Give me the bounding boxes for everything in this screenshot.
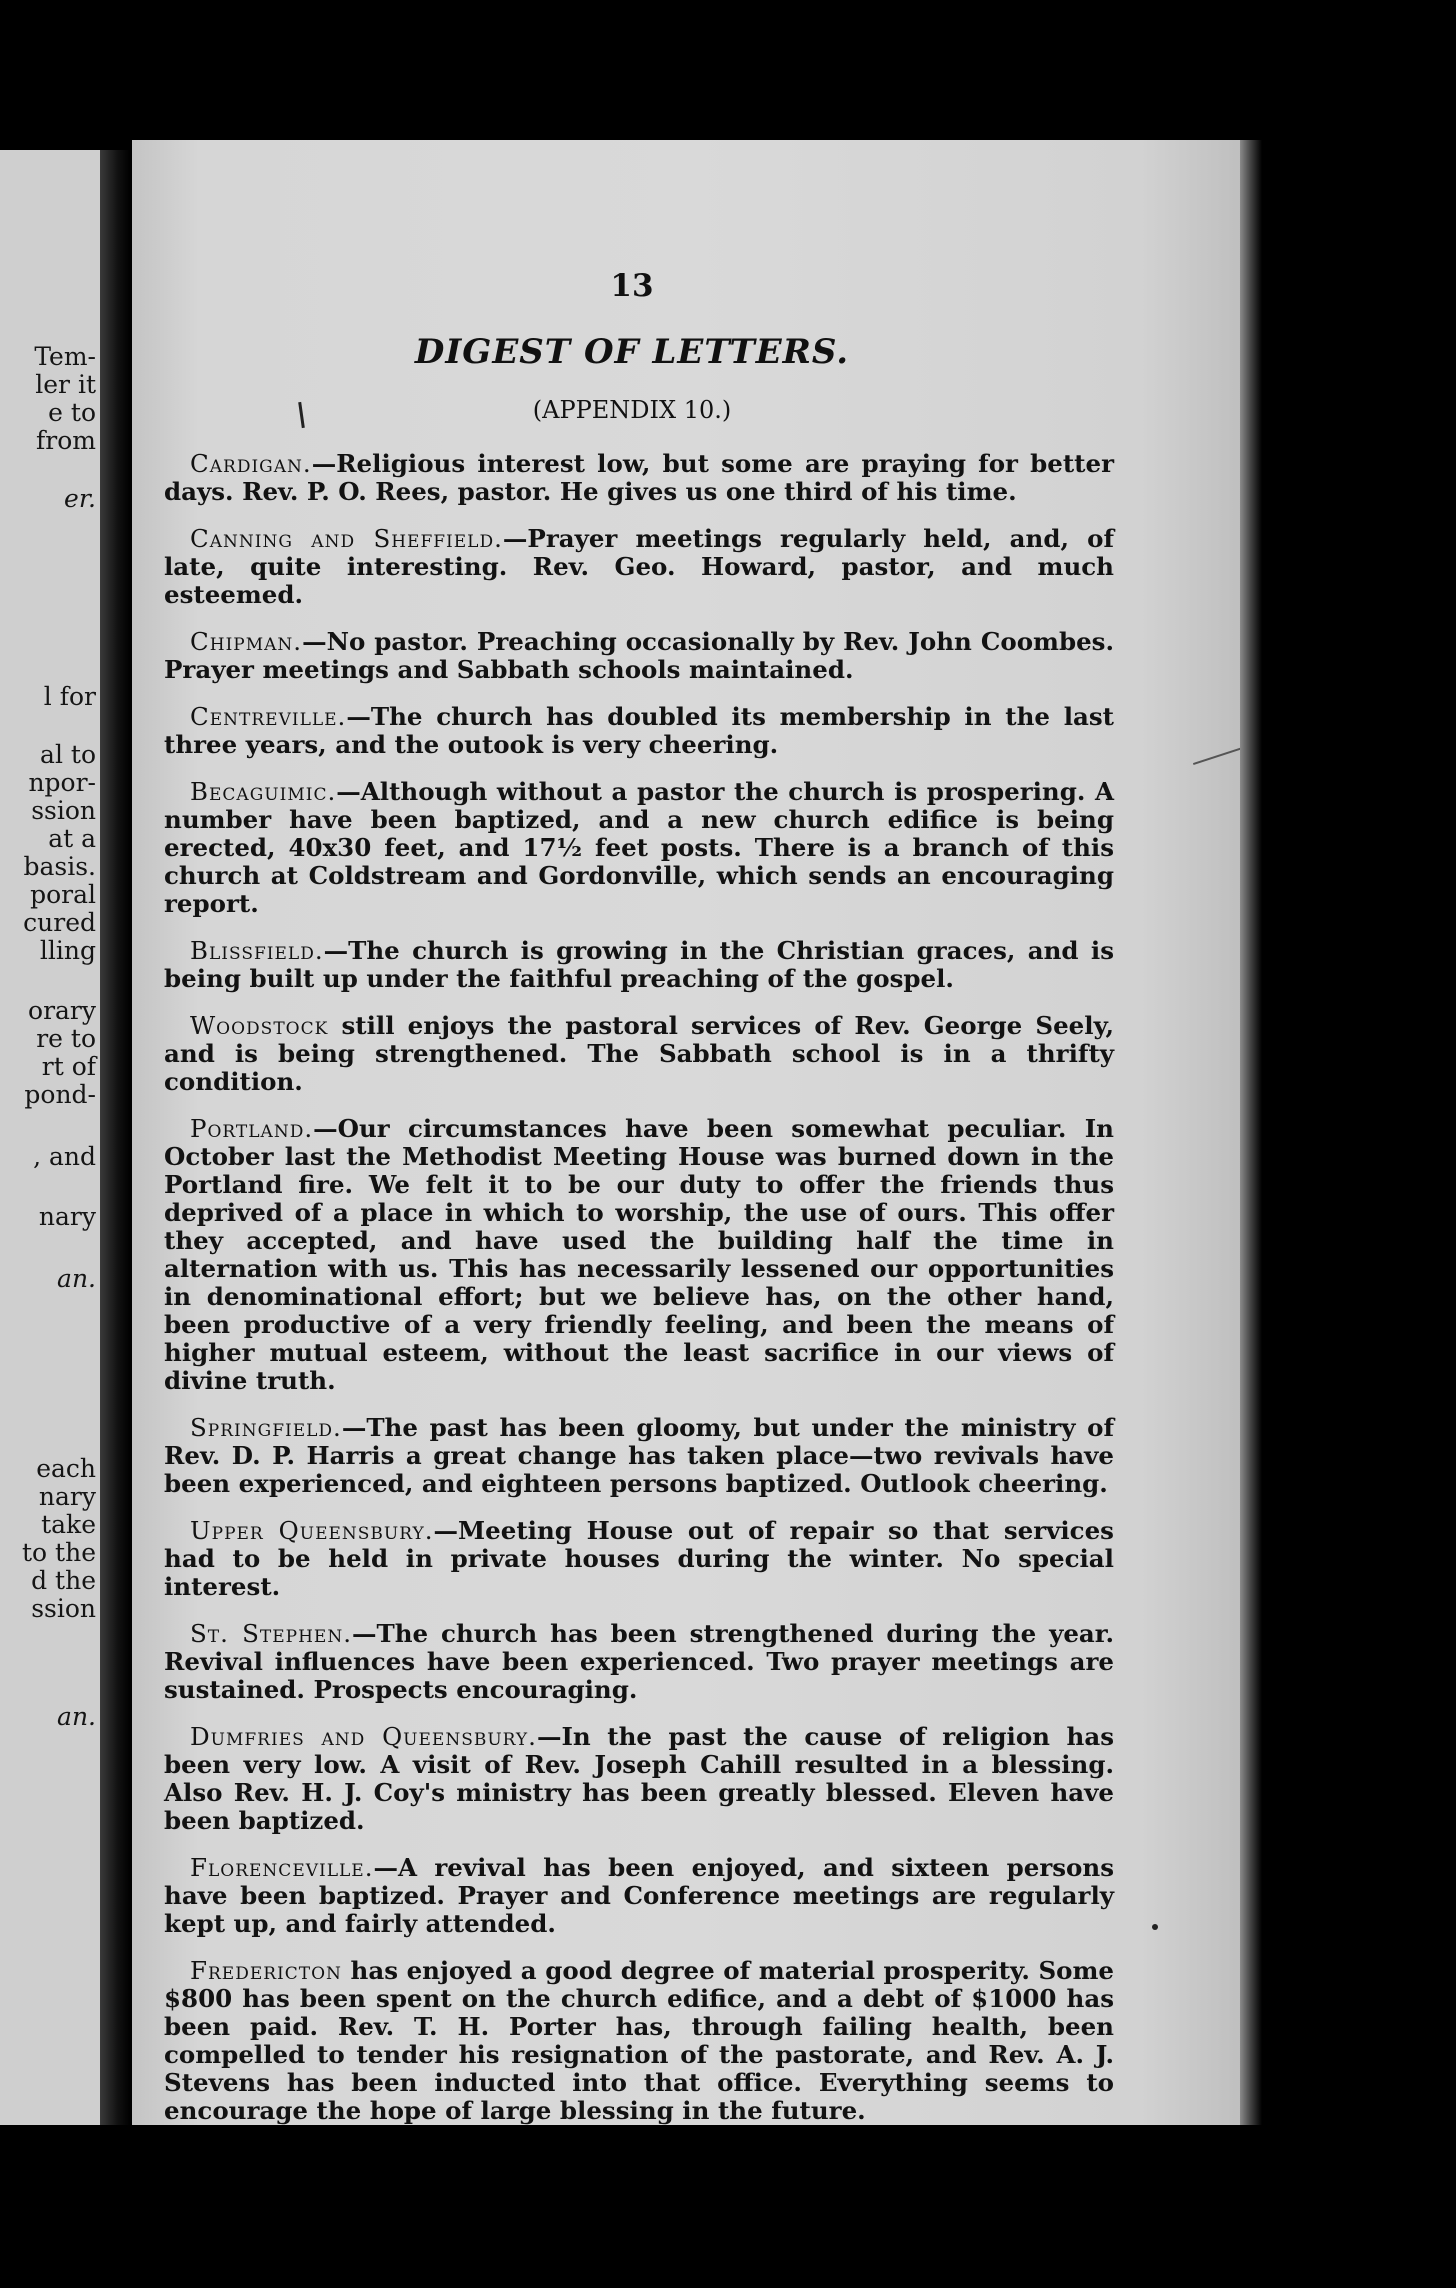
letter-entry-blissfield: [164, 937, 1114, 993]
left-page-fragment: basis.: [23, 852, 96, 881]
entry-place-name: Becaguimic.: [190, 777, 337, 806]
entry-body: —Prayer meetings regularly held, and, of late, quite interesting. Rev. Geo. Howard, pastor, and much esteemed.: [164, 524, 1114, 609]
left-page-fragment: ssion: [31, 1594, 96, 1623]
letter-entry-florenceville: [164, 1854, 1114, 1938]
entry-body: —No pastor. Preaching occasionally by Rev. John Coombes. Prayer meetings and Sabbath schools maintained.: [164, 627, 1114, 684]
letter-entry-centreville: [164, 703, 1114, 759]
left-page-fragment: each: [36, 1454, 96, 1483]
left-page-fragment: ler it: [35, 370, 96, 399]
left-page-fragment: er.: [64, 484, 96, 513]
left-page-fragment: to the: [22, 1538, 96, 1567]
page-heading: DIGEST OF LETTERS.: [414, 332, 850, 372]
entry-place-name: Cardigan.: [190, 449, 312, 478]
letter-entry-canning-and-sheffield: [164, 525, 1114, 609]
left-page-fragment: nary: [38, 1202, 96, 1231]
left-page-fragment: re to: [36, 1024, 96, 1053]
letter-entry-upper-queensbury: [164, 1517, 1114, 1601]
ink-dot: [1152, 1924, 1158, 1930]
letter-entry-cardigan: [164, 450, 1114, 506]
left-page-fragment: ssion: [31, 796, 96, 825]
left-page-fragment: Tem-: [34, 342, 96, 371]
page-13: [132, 140, 1252, 2125]
entry-place-name: St. Stephen.: [190, 1619, 352, 1648]
margin-pencil-mark: [1193, 747, 1243, 765]
left-page-fragment: orary: [28, 996, 96, 1025]
left-page-fragment: from: [36, 426, 96, 455]
entry-body: still enjoys the pastoral services of Rev. George Seely, and is being strengthened. The Sabbath school is in a thrifty condition.: [164, 1011, 1114, 1096]
entry-place-name: Florenceville.: [190, 1853, 374, 1882]
left-page-fragment: at a: [48, 824, 96, 853]
left-page-fragment: al to: [40, 740, 96, 769]
letter-entry-springfield: [164, 1414, 1114, 1498]
left-page-fragment: npor-: [28, 768, 96, 797]
left-page-fragment: an.: [57, 1264, 96, 1293]
left-page-fragment: take: [41, 1510, 96, 1539]
left-page-fragment: poral: [30, 880, 96, 909]
book-gutter: [100, 150, 130, 2125]
entry-body: has enjoyed a good degree of material prosperity. Some $800 has been spent on the church edifice, and a debt of $1000 has been paid. Rev. T. H. Porter has, through failing health, been compelled to tender his resignation of the pastorate, and Rev. A. J. Stevens has been inducted into that office. Everything seems to encourage the hope of large blessing in the future.: [164, 1956, 1114, 2125]
letter-entry-dumfries-and-queensbury: [164, 1723, 1114, 1835]
left-page-fragment: an.: [57, 1702, 96, 1731]
entry-place-name: Dumfries and Queensbury.: [190, 1722, 537, 1751]
left-facing-page: [0, 150, 100, 2125]
appendix-subheading: (APPENDIX 10.): [532, 396, 732, 424]
left-page-fragment: pond-: [24, 1080, 96, 1109]
entry-place-name: Portland.: [190, 1114, 314, 1143]
entry-place-name: Canning and Sheffield.: [190, 524, 503, 553]
left-page-fragment: l for: [43, 682, 96, 711]
entry-place-name: Centreville.: [190, 702, 347, 731]
entry-body: —The church is growing in the Christian graces, and is being built up under the faithful preaching of the gospel.: [164, 936, 1114, 993]
letter-entry-st-stephen: [164, 1620, 1114, 1704]
left-page-fragment: d the: [31, 1566, 96, 1595]
entry-body: —A revival has been enjoyed, and sixteen persons have been baptized. Prayer and Conference meetings are regularly kept up, and fairly attended.: [164, 1853, 1114, 1938]
letter-entry-fredericton: [164, 1957, 1114, 2125]
entry-place-name: Springfield.: [190, 1413, 342, 1442]
entry-place-name: Blissfield.: [190, 936, 324, 965]
entry-body: —Meeting House out of repair so that services had to be held in private houses during the winter. No special interest.: [164, 1516, 1114, 1601]
page-number: 13: [610, 268, 654, 304]
entry-place-name: Chipman.: [190, 627, 303, 656]
letter-entry-woodstock: [164, 1012, 1114, 1096]
letters-digest: [164, 450, 1114, 2125]
entry-place-name: Upper Queensbury.: [190, 1516, 434, 1545]
letter-entry-chipman: [164, 628, 1114, 684]
left-page-fragment: e to: [48, 398, 96, 427]
left-page-fragment: nary: [38, 1482, 96, 1511]
entry-body: —In the past the cause of religion has been very low. A visit of Rev. Joseph Cahill resulted in a blessing. Also Rev. H. J. Coy's ministry has been greatly blessed. Eleven have been baptized.: [164, 1722, 1114, 1835]
left-page-fragment: rt of: [41, 1052, 96, 1081]
left-page-fragment: lling: [39, 936, 96, 965]
entry-body: —Our circumstances have been somewhat peculiar. In October last the Methodist Meeting House was burned down in the Portland fire. We felt it to be our duty to offer the friends thus deprived of a place in which to worship, the use of ours. This offer they accepted, and have used the building half the time in alternation with us. This has necessarily lessened our opportunities in denominational effort; but we believe has, on the other hand, been productive of a very friendly feeling, and been the means of higher mutual esteem, without the least sacrifice in our views of divine truth.: [164, 1114, 1114, 1395]
letter-entry-becaguimic: [164, 778, 1114, 918]
entry-place-name: Fredericton: [190, 1956, 342, 1985]
entry-body: —Religious interest low, but some are praying for better days. Rev. P. O. Rees, pastor. He gives us one third of his time.: [164, 449, 1114, 506]
page-edge-shadow: [1240, 140, 1262, 2125]
entry-body: —The past has been gloomy, but under the ministry of Rev. D. P. Harris a great change has taken place—two revivals have been experienced, and eighteen persons baptized. Outlook cheering.: [164, 1413, 1114, 1498]
left-page-fragment: , and: [33, 1142, 96, 1171]
entry-body: —The church has doubled its membership in the last three years, and the outook is very cheering.: [164, 702, 1114, 759]
entry-body: —Although without a pastor the church is prospering. A number have been baptized, and a new church edifice is being erected, 40x30 feet, and 17½ feet posts. There is a branch of this church at Coldstream and Gordonville, which sends an encouraging report.: [164, 777, 1114, 918]
entry-body: —The church has been strengthened during the year. Revival influences have been experienced. Two prayer meetings are sustained. Prospects encouraging.: [164, 1619, 1114, 1704]
left-page-fragment: cured: [23, 908, 96, 937]
entry-place-name: Woodstock: [190, 1011, 329, 1040]
letter-entry-portland: [164, 1115, 1114, 1395]
